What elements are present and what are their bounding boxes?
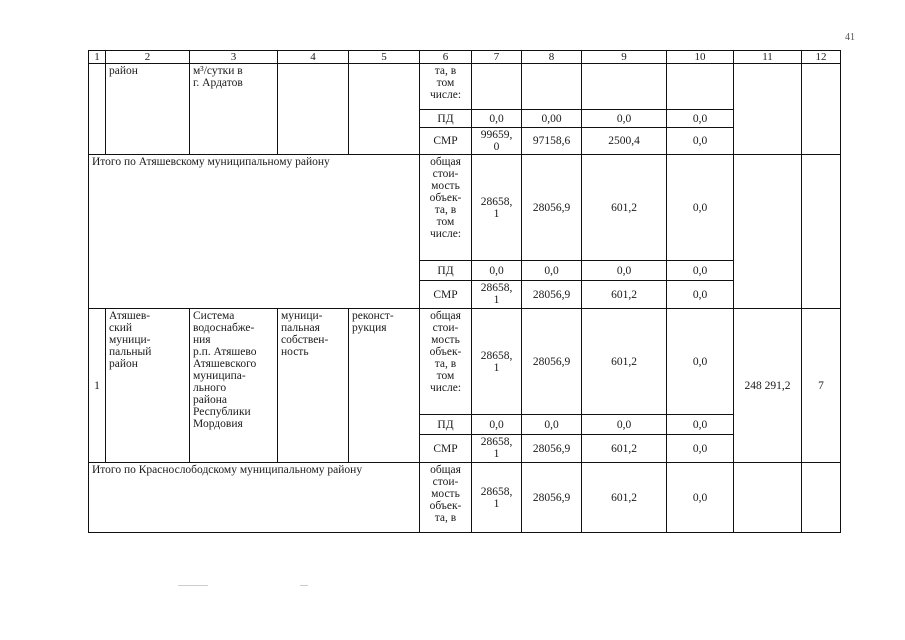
cell-v8: 0,00 [522, 110, 582, 128]
cell-v9: 601,2 [582, 463, 667, 533]
header-cell: 9 [582, 51, 667, 64]
total-label: Итого по Краснослободскому муниципальному району [89, 463, 420, 533]
cell-ownership: муници- пальная собствен- ность [278, 309, 349, 463]
cell-v8 [522, 64, 582, 110]
cell-district: Атяшев- ский муници- пальный район [106, 309, 190, 463]
cell-v7: 28658, 1 [472, 435, 522, 463]
column-number-row [89, 51, 841, 64]
cell-v9: 601,2 [582, 435, 667, 463]
cell-smr-label: СМР [420, 281, 472, 309]
cell-v8: 0,0 [522, 415, 582, 435]
cell-cost-label: та, в том числе: [420, 64, 472, 110]
cell-v7: 28658, 1 [472, 463, 522, 533]
header-cell: 1 [89, 51, 106, 64]
cell-v10: 0,0 [667, 155, 734, 261]
cell-v9: 601,2 [582, 155, 667, 261]
header-cell: 8 [522, 51, 582, 64]
header-cell: 11 [734, 51, 802, 64]
cell-v10: 0,0 [667, 309, 734, 415]
cell-v8: 28056,9 [522, 281, 582, 309]
cell-v7: 0,0 [472, 261, 522, 281]
cell-num [89, 64, 106, 155]
cell-work: реконст- рукция [349, 309, 420, 463]
header-cell: 6 [420, 51, 472, 64]
cell-v7: 28658, 1 [472, 281, 522, 309]
cell-v7: 0,0 [472, 110, 522, 128]
cell-v8: 97158,6 [522, 128, 582, 155]
cell-work [349, 64, 420, 155]
cell-v10: 0,0 [667, 415, 734, 435]
scan-artifact [300, 585, 308, 586]
cell-v7: 0,0 [472, 415, 522, 435]
cell-v7: 99659, 0 [472, 128, 522, 155]
cell-v7 [472, 64, 522, 110]
total-label: Итого по Атяшевскому муниципальному району [89, 155, 420, 309]
header-cell: 2 [106, 51, 190, 64]
cell-object: Система водоснабже- ния р.п. Атяшево Атяшевского муниципа- льного района Республики Мордовия [190, 309, 278, 463]
cell-v7: 28658, 1 [472, 155, 522, 261]
cell-col11: 248 291,2 [734, 309, 802, 463]
scan-artifact [178, 585, 208, 586]
cell-v9: 2500,4 [582, 128, 667, 155]
cell-v7: 28658, 1 [472, 309, 522, 415]
cell-v10 [667, 64, 734, 110]
table-row [89, 309, 841, 415]
cell-col12: 7 [802, 309, 841, 463]
cell-v8: 28056,9 [522, 309, 582, 415]
page-number: 41 [845, 32, 855, 43]
cell-col11 [734, 463, 802, 533]
cell-ownership [278, 64, 349, 155]
header-cell: 10 [667, 51, 734, 64]
cell-v9: 601,2 [582, 281, 667, 309]
header-cell: 3 [190, 51, 278, 64]
cell-col12 [802, 155, 841, 309]
cell-col11 [734, 155, 802, 309]
cell-object: м³/сутки в г. Ардатов [190, 64, 278, 155]
cell-pd-label: ПД [420, 415, 472, 435]
cell-v9: 0,0 [582, 261, 667, 281]
table-row [89, 64, 841, 110]
header-cell: 5 [349, 51, 420, 64]
cell-v10: 0,0 [667, 110, 734, 128]
cell-v8: 28056,9 [522, 435, 582, 463]
cell-v9 [582, 64, 667, 110]
cell-cost-label: общая стои- мость объек- та, в [420, 463, 472, 533]
cell-v9: 0,0 [582, 110, 667, 128]
cell-col11 [734, 64, 802, 155]
cell-v9: 601,2 [582, 309, 667, 415]
cell-pd-label: ПД [420, 110, 472, 128]
cell-v10: 0,0 [667, 261, 734, 281]
table-row [89, 155, 841, 261]
cell-v9: 0,0 [582, 415, 667, 435]
header-cell: 4 [278, 51, 349, 64]
header-cell: 12 [802, 51, 841, 64]
cell-v8: 0,0 [522, 261, 582, 281]
cell-cost-label: общая стои- мость объек- та, в том числе: [420, 309, 472, 415]
table-row [89, 463, 841, 533]
cell-col12 [802, 64, 841, 155]
cell-v10: 0,0 [667, 128, 734, 155]
cell-num: 1 [89, 309, 106, 463]
cell-v10: 0,0 [667, 435, 734, 463]
cell-smr-label: СМР [420, 435, 472, 463]
cell-smr-label: СМР [420, 128, 472, 155]
cell-col12 [802, 463, 841, 533]
header-cell: 7 [472, 51, 522, 64]
cell-district: район [106, 64, 190, 155]
cell-v8: 28056,9 [522, 463, 582, 533]
cell-v8: 28056,9 [522, 155, 582, 261]
cell-pd-label: ПД [420, 261, 472, 281]
cell-cost-label: общая стои- мость объек- та, в том числе: [420, 155, 472, 261]
budget-table [88, 50, 841, 533]
cell-v10: 0,0 [667, 463, 734, 533]
cell-v10: 0,0 [667, 281, 734, 309]
